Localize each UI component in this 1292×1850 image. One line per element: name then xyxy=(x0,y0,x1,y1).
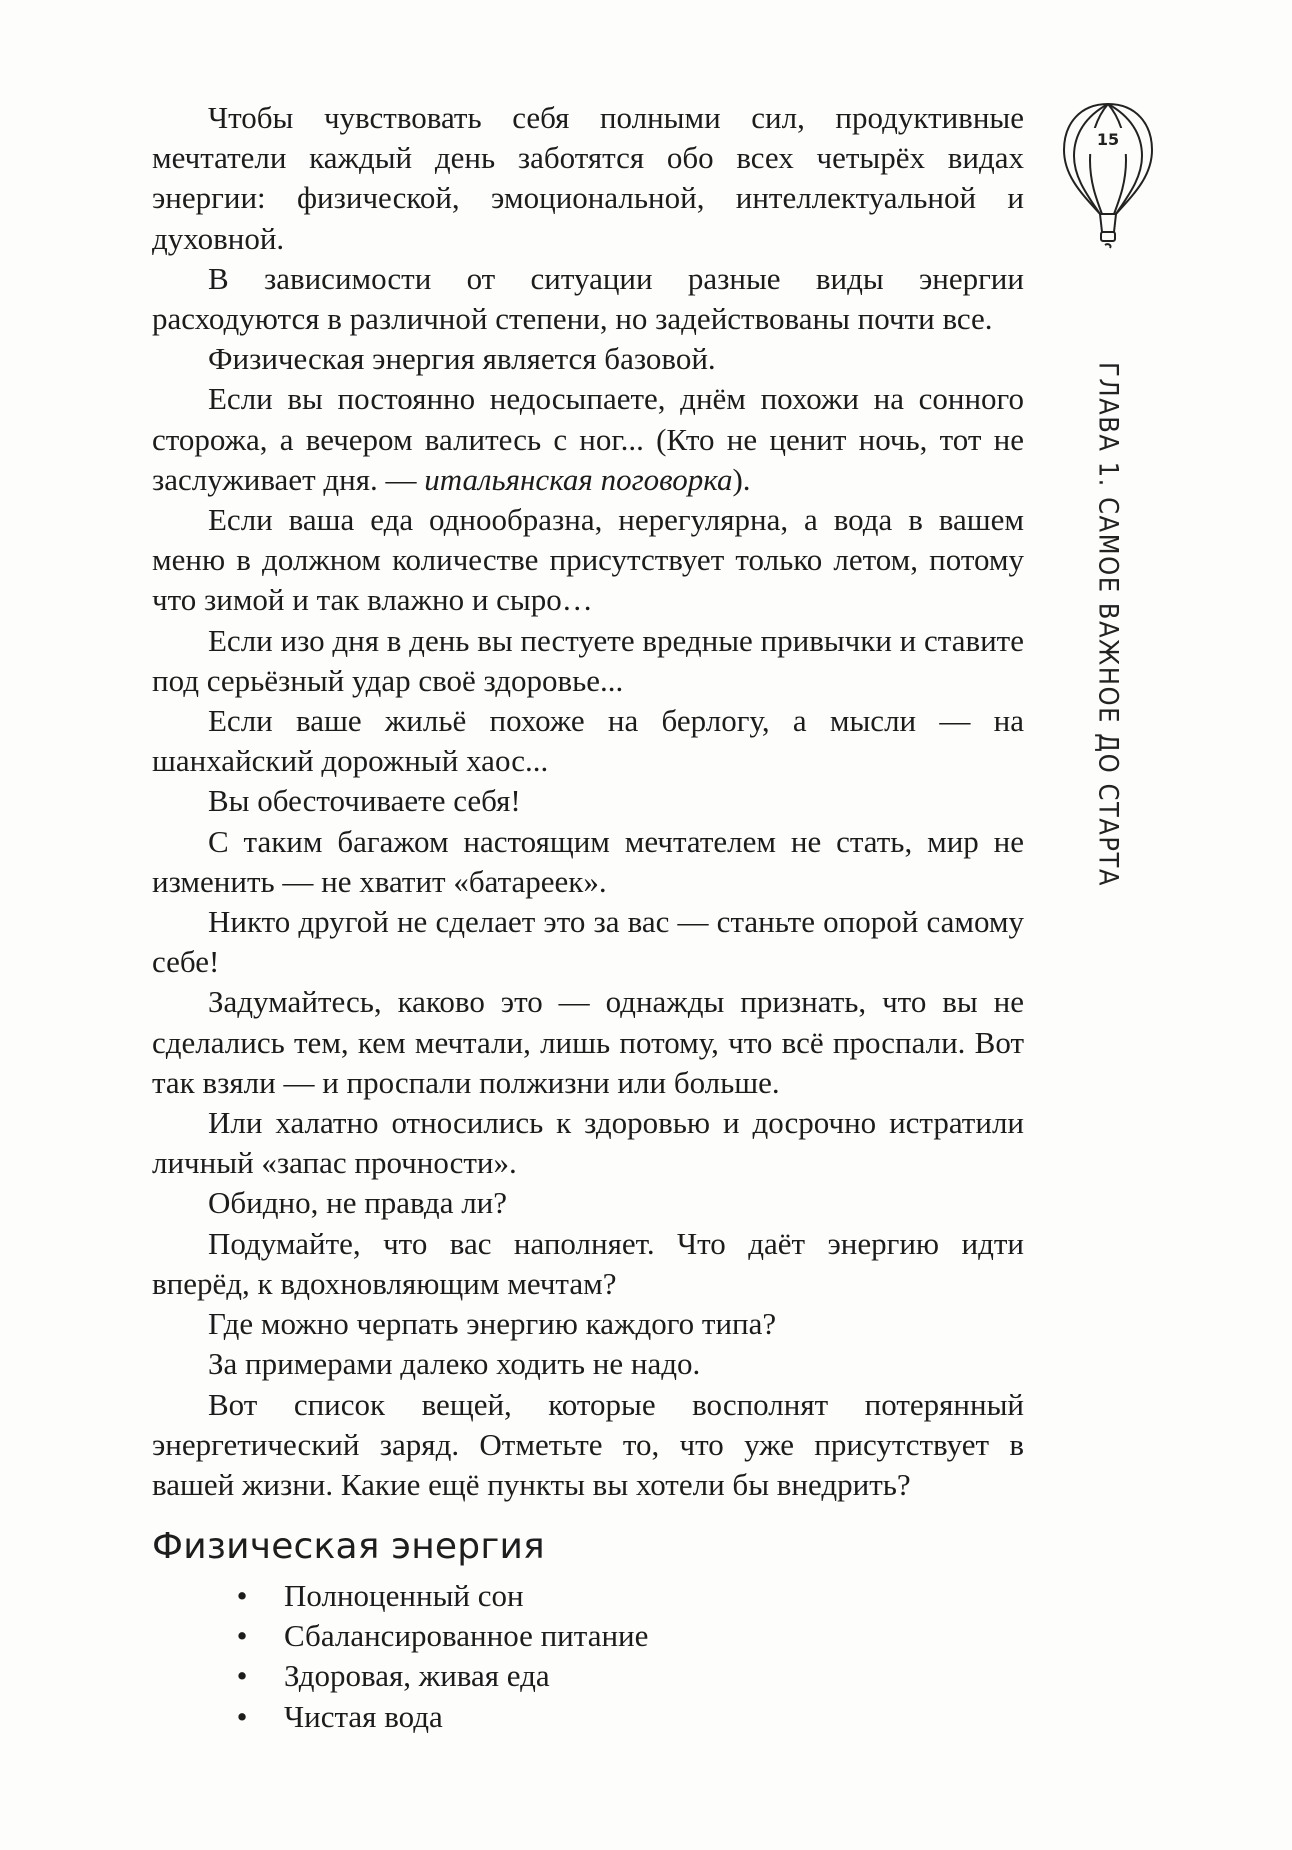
paragraph: Вот список вещей, которые восполнят потерянный энергетический заряд. Отметьте то, что уже присутствует в вашей жизни. Какие ещё пункты вы хотели бы внедрить? xyxy=(152,1386,1024,1502)
paragraph: В зависимости от ситуации разные виды энергии расходуются в различной степени, но задействованы почти все. xyxy=(152,260,1024,337)
paragraph: Если ваше жильё похоже на берлогу, а мысли — на шанхайский дорожный хаос... xyxy=(152,703,1024,779)
paragraph: Физическая энергия является базовой. xyxy=(208,341,716,377)
paragraph: Где можно черпать энергию каждого типа? xyxy=(208,1306,777,1342)
list-item-text: Полноценный сон xyxy=(284,1578,524,1613)
italic-proverb-source: итальянская поговорка xyxy=(424,461,733,497)
bullet-icon: • xyxy=(236,1578,248,1613)
section-heading: Физическая энергия xyxy=(152,1526,545,1567)
paragraph: С таким багажом настоящим мечтателем не стать, мир не изменить — не хватит «батареек». xyxy=(152,823,1024,899)
list-item xyxy=(152,1576,1024,1616)
list-item xyxy=(152,1616,1024,1656)
paragraph: Если ваша еда однообразна, нерегулярна, а вода в вашем меню в должном количестве присутствует только летом, потому что зимой и так влажно и сыро… xyxy=(152,502,1024,618)
paragraph: Или халатно относились к здоровью и досрочно истратили личный «запас прочности». xyxy=(152,1105,1024,1181)
body-text xyxy=(152,98,1024,1505)
bullet-icon: • xyxy=(236,1618,248,1654)
list-item-text: Чистая вода xyxy=(284,1698,443,1734)
paragraph: Задумайтесь, каково это — однажды признать, что вы не сделались тем, кем мечтали, лишь потому, что всё проспали. Вот так взяли — и проспали полжизни или больше. xyxy=(152,984,1024,1100)
paragraph: За примерами далеко ходить не надо. xyxy=(208,1346,701,1382)
paragraph: Никто другой не сделает это за вас — станьте опорой самому себе! xyxy=(152,904,1024,980)
list-item xyxy=(152,1697,1024,1737)
bullet-icon: • xyxy=(236,1658,248,1694)
page-number: 15 xyxy=(1096,130,1120,149)
energy-list xyxy=(152,1576,1024,1737)
running-head-text: ГЛАВА 1. САМОЕ ВАЖНОЕ ДО СТАРТА xyxy=(1092,362,1124,887)
hot-air-balloon-icon xyxy=(1060,98,1156,250)
paragraph: Подумайте, что вас наполняет. Что даёт энергию идти вперёд, к вдохновляющим мечтам? xyxy=(152,1225,1024,1301)
paragraph: Вы обесточиваете себя! xyxy=(208,783,521,819)
paragraph-text: Если вы постоянно недосыпаете, днём похожи на сонного сторожа, а вечером валитесь с ног... (Кто не ценит ночь, тот не заслуживает дня. — xyxy=(152,381,1024,497)
paragraph: Чтобы чувствовать себя полными сил, продуктивные мечтатели каждый день заботятся обо всех четырёх видах энергии: физической, эмоциональной, интеллектуальной и духовной. xyxy=(152,100,1024,256)
list-item-text: Сбалансированное питание xyxy=(284,1618,649,1654)
list-item xyxy=(152,1656,1024,1696)
paragraph-text: ). xyxy=(732,461,751,497)
paragraph: Если изо дня в день вы пестуете вредные привычки и ставите под серьёзный удар своё здоровье... xyxy=(152,622,1024,698)
list-item-text: Здоровая, живая еда xyxy=(284,1658,550,1694)
paragraph: Обидно, не правда ли? xyxy=(208,1185,508,1221)
paragraph xyxy=(152,379,1024,500)
bullet-icon: • xyxy=(236,1698,248,1734)
